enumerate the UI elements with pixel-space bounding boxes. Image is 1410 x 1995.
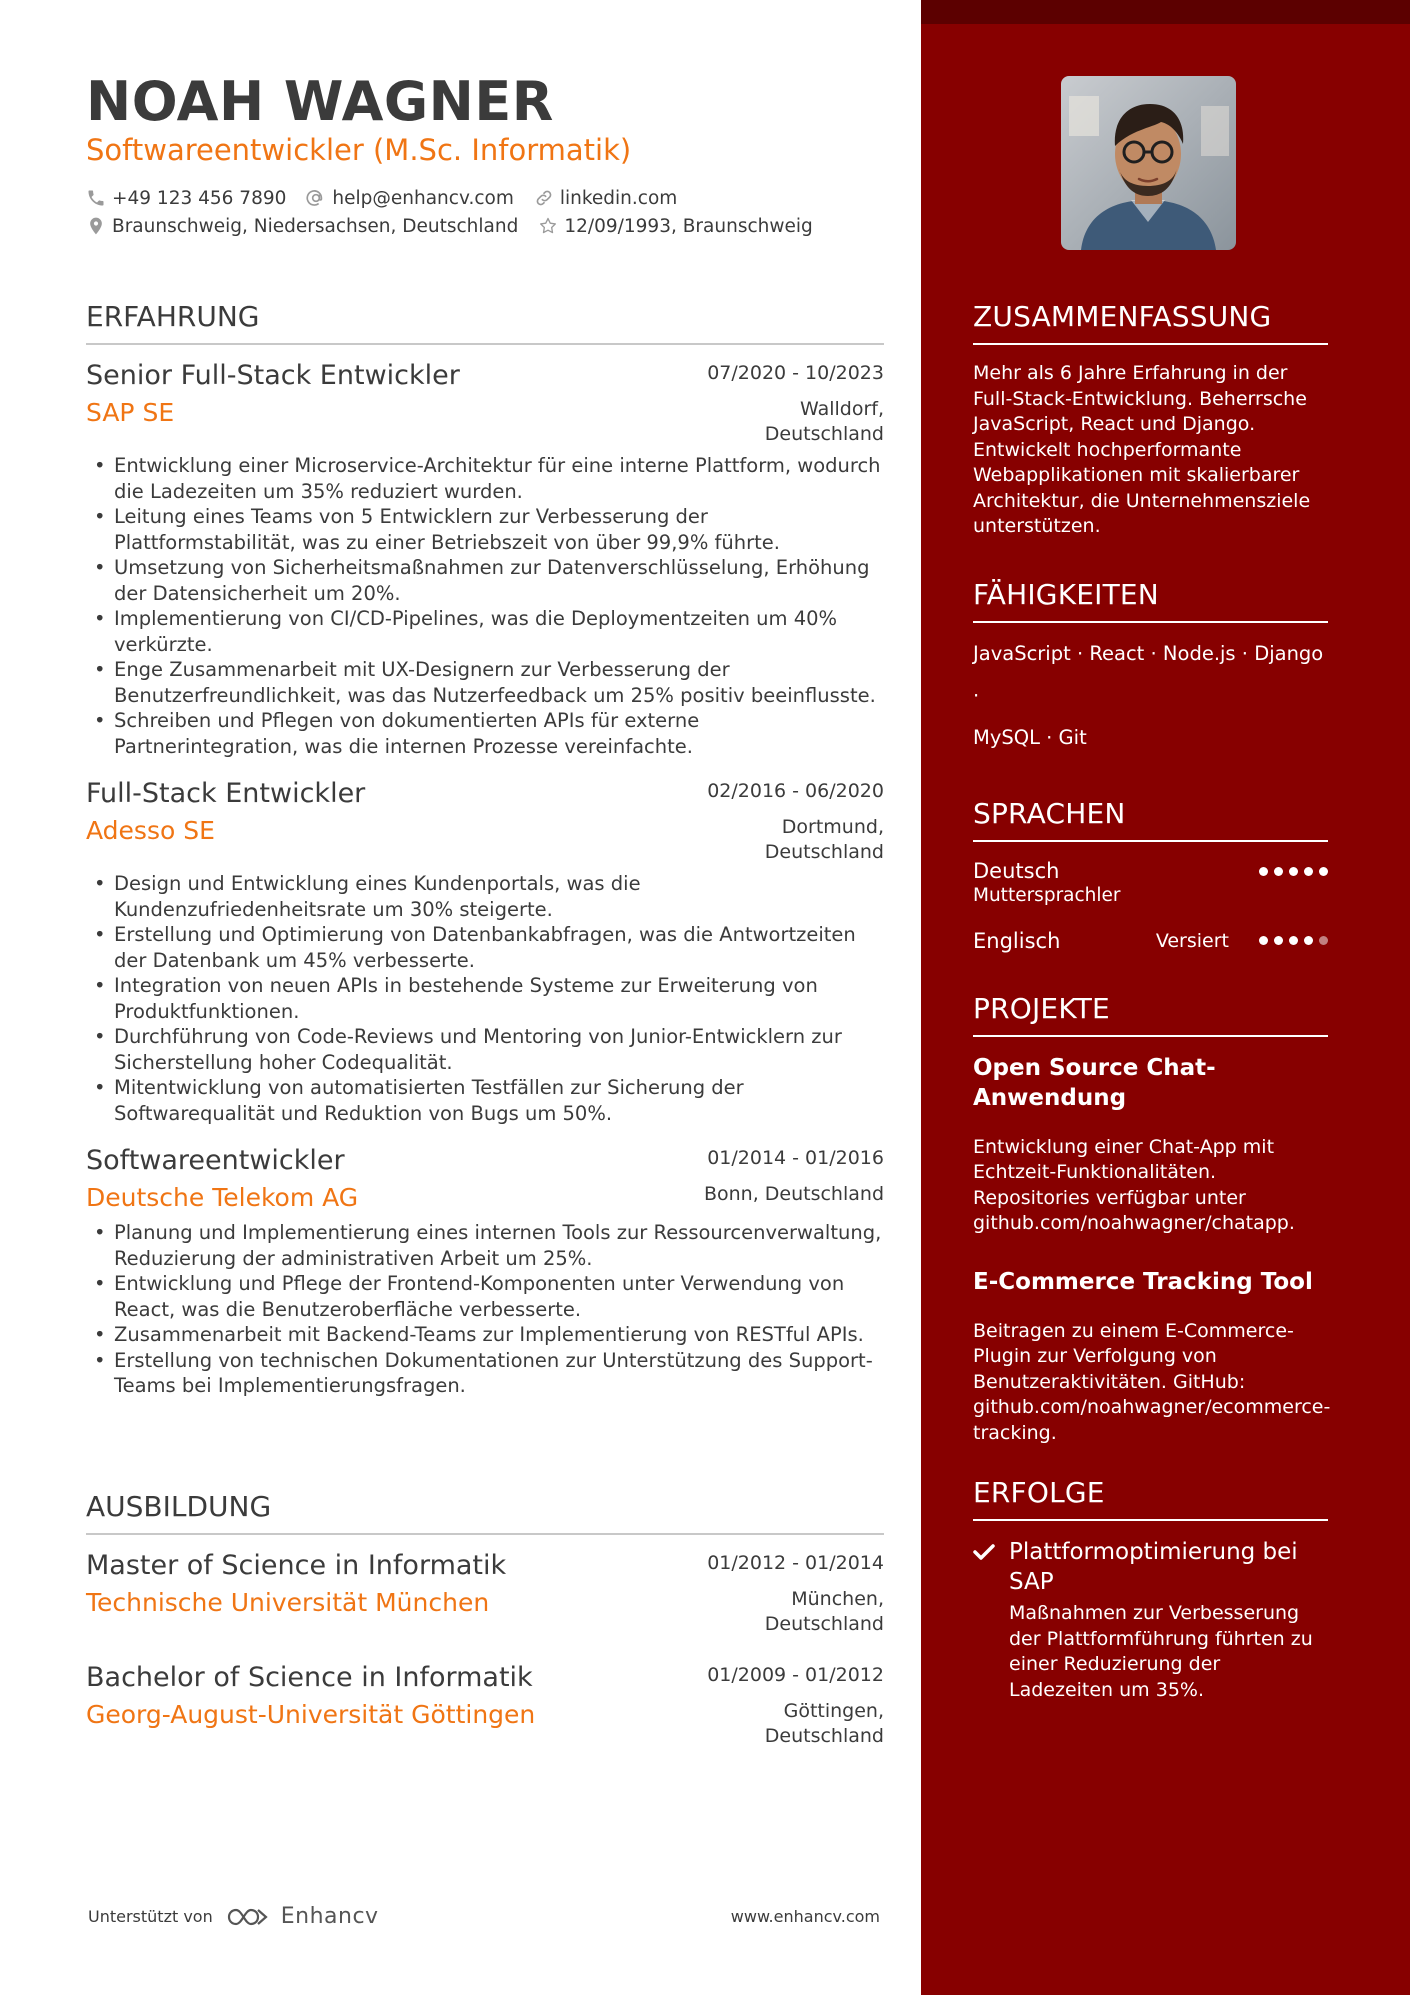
achievement-title: Plattformoptimierung bei SAP [1009,1539,1298,1595]
job-bullets [86,1220,884,1399]
job-date: 01/2014 - 01/2016 [707,1147,884,1169]
job-bullets [86,871,884,1126]
job-title: Senior Full-Stack Entwickler [86,360,460,391]
star-icon [538,216,558,236]
bullet: • Entwicklung und Pflege der Frontend-Komponenten unter Verwendung von React, was die Benutzeroberfläche verbesserte. [86,1271,884,1322]
education-date: 01/2012 - 01/2014 [707,1552,884,1574]
school-name: Technische Universität München [86,1588,490,1617]
skills-title: FÄHIGKEITEN [973,578,1328,623]
portrait-photo [1061,76,1236,250]
language-level: Versiert [1155,929,1229,952]
education-entry [86,1549,884,1637]
achievement-description: Maßnahmen zur Verbesserung der Plattformführung führten zu einer Reduzierung der Ladezeiten um 35%. [1009,1602,1313,1701]
language-name: Deutsch [973,858,1060,883]
language-rating [1259,858,1328,876]
avatar [1061,76,1236,250]
job-entry [86,777,884,1126]
job-title: Full-Stack Entwickler [86,778,366,809]
summary-section [973,300,1328,540]
location-pin-icon [86,216,106,236]
phone-text: +49 123 456 7890 [112,187,287,209]
phone[interactable] [86,188,286,209]
degree: Master of Science in Informatik [86,1550,507,1581]
project-title: Open Source Chat-Anwendung [973,1054,1216,1111]
location-text: Braunschweig, Niedersachsen, Deutschland [112,215,519,237]
bullet: • Leitung eines Teams von 5 Entwicklern zur Verbesserung der Plattformstabilität, was zu einer Betriebszeit von über 99,9% führte. [86,504,884,555]
bullet: • Durchführung von Code-Reviews und Mentoring von Junior-Entwicklern zur Sicherstellung hoher Codequalität. [86,1024,884,1075]
link-icon [534,188,554,208]
skills-section [973,578,1328,759]
job-location-line: Walldorf, [800,398,884,420]
footer-website[interactable]: www.enhancv.com [730,1907,880,1926]
job-date: 02/2016 - 06/2020 [707,780,884,802]
summary-text: Mehr als 6 Jahre Erfahrung in der Full-Stack-Entwicklung. Beherrsche JavaScript, React und Django. Entwickelt hochperformante Webapplikationen mit skalierbarer Architektur, die Unternehmensziele unterstützen. [973,362,1311,537]
job-location-line: Deutschland [764,423,884,445]
brand-name: Enhancv [280,1904,379,1929]
experience-title: ERFAHRUNG [86,300,884,345]
bullet: • Integration von neuen APIs in bestehende Systeme zur Erweiterung von Produktfunktionen. [86,973,884,1024]
bullet: • Schreiben und Pflegen von dokumentierten APIs für externe Partnerintegration, was die internen Prozesse vereinfachte. [86,708,884,759]
achievement-item [973,1537,1328,1703]
rating-dot [1289,867,1298,876]
education-entry [86,1661,884,1749]
languages-section [973,797,1328,956]
email[interactable] [306,188,513,209]
education-location [765,1587,884,1637]
rating-dot [1304,936,1313,945]
languages-title: SPRACHEN [973,797,1328,842]
footer [88,1904,880,1929]
degree: Bachelor of Science in Informatik [86,1662,533,1693]
birth-info [538,216,812,237]
candidate-name: NOAH WAGNER [86,70,554,133]
job-location-line: Bonn, Deutschland [703,1183,884,1205]
bullet: • Implementierung von CI/CD-Pipelines, was die Deploymentzeiten um 40% verkürzte. [86,606,884,657]
phone-icon [86,188,106,208]
company-name: SAP SE [86,398,175,427]
sidebar-content [973,300,1331,1741]
rating-dot [1304,867,1313,876]
education-location [765,1699,884,1749]
sidebar-top-bar [921,0,1410,24]
company-name: Deutsche Telekom AG [86,1183,359,1212]
bullet: • Mitentwicklung von automatisierten Testfällen zur Sicherung der Softwarequalität und Reduktion von Bugs um 50%. [86,1075,884,1126]
email-text: help@enhancv.com [332,187,514,209]
brand [88,1904,379,1929]
education-location-line: Göttingen, [783,1700,884,1722]
education-location-line: Deutschland [764,1613,884,1635]
rating-dot-empty [1319,936,1328,945]
at-icon [306,188,326,208]
bullet: • Entwicklung einer Microservice-Architektur für eine interne Plattform, wodurch die Ladezeiten um 35% reduziert wurden. [86,453,884,504]
headline: Softwareentwickler (M.Sc. Informatik) [86,133,632,167]
school-name: Georg-August-Universität Göttingen [86,1700,536,1729]
bullet: • Design und Entwicklung eines Kundenportals, was die Kundenzufriedenheitsrate um 30% steigerte. [86,871,884,922]
bullet: • Umsetzung von Sicherheitsmaßnahmen zur Datenverschlüsselung, Erhöhung der Datensicherheit um 20%. [86,555,884,606]
bullet: • Erstellung von technischen Dokumentationen zur Unterstützung des Support-Teams bei Implementierungsfragen. [86,1348,884,1399]
company-name: Adesso SE [86,816,215,845]
checkmark-icon [973,1543,995,1561]
language-rating [1259,936,1328,945]
language-name: Englisch [973,928,1061,953]
bullet: • Enge Zusammenarbeit mit UX-Designern zur Verbesserung der Benutzerfreundlichkeit, was das Nutzerfeedback um 25% positiv beeinflusste. [86,657,884,708]
skills-line: MySQL · Git [973,725,1087,749]
project-description: Entwicklung einer Chat-App mit Echtzeit-Funktionalitäten. Repositories verfügbar unter github.com/noahwagner/chatapp. [973,1135,1295,1234]
rating-dot [1289,936,1298,945]
enhancv-logo-icon [223,1905,271,1929]
achievements-section [973,1476,1328,1703]
rating-dot [1259,867,1268,876]
education-location-line: Deutschland [764,1725,884,1747]
job-location-line: Deutschland [764,841,884,863]
language-item [973,858,1328,908]
job-entry [86,1144,884,1399]
job-bullets [86,453,884,759]
contact-info [86,184,813,240]
job-location [765,815,884,865]
job-title: Softwareentwickler [86,1145,345,1176]
project-title: E-Commerce Tracking Tool [973,1268,1313,1295]
education-date: 01/2009 - 01/2012 [707,1664,884,1686]
sidebar [921,0,1410,1995]
rating-dot [1274,936,1283,945]
job-location [704,1182,884,1207]
language-level: Muttersprachler [973,884,1121,906]
job-location [765,397,884,447]
skills-line: JavaScript · React · Node.js · Django · [973,641,1324,707]
bullet: • Zusammenarbeit mit Backend-Teams zur Implementierung von RESTful APIs. [86,1322,884,1348]
skills-list [973,633,1328,759]
education-section [86,1490,884,1767]
project-description: Beitragen zu einem E-Commerce-Plugin zur Verfolgung von Benutzeraktivitäten. GitHub: github.com/noahwagner/ecommerce-tracking. [973,1319,1331,1444]
rating-dot [1274,867,1283,876]
job-date: 07/2020 - 10/2023 [707,362,884,384]
rating-dot [1319,867,1328,876]
job-location-line: Dortmund, [781,816,884,838]
achievements-title: ERFOLGE [973,1476,1328,1521]
education-title: AUSBILDUNG [86,1490,884,1535]
language-item [973,926,1328,956]
projects-section [973,991,1331,1447]
linkedin-link[interactable] [534,188,677,209]
job-entry [86,359,884,759]
summary-title: ZUSAMMENFASSUNG [973,300,1328,345]
powered-by-text: Unterstützt von [88,1907,213,1926]
rating-dot [1259,936,1268,945]
experience-section [86,300,884,1417]
link-text: linkedin.com [559,187,678,209]
bullet: • Erstellung und Optimierung von Datenbankabfragen, was die Antwortzeiten der Datenbank um 45% verbesserte. [86,922,884,973]
bullet: • Planung und Implementierung eines internen Tools zur Ressourcenverwaltung, Reduzierung der administrativen Arbeit um 25%. [86,1220,884,1271]
birth-text: 12/09/1993, Braunschweig [564,215,813,237]
education-location-line: München, [791,1588,884,1610]
projects-title: PROJEKTE [973,992,1328,1037]
location [86,216,518,237]
